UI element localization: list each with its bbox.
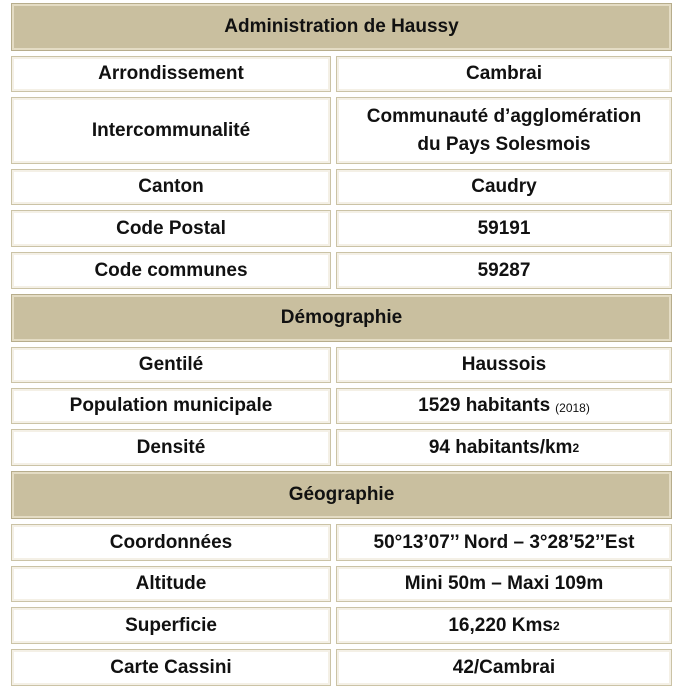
row-label: Coordonnées (11, 524, 331, 561)
row-label: Code Postal (11, 210, 331, 247)
table-row (11, 607, 672, 644)
row-value: Haussois (336, 347, 672, 383)
section-title: Démographie (280, 307, 403, 328)
row-value: 59287 (336, 252, 672, 289)
value-line: Communauté d’agglomération (366, 105, 642, 127)
row-value (336, 388, 672, 424)
table-row (11, 210, 672, 247)
row-value: Cambrai (336, 56, 672, 92)
row-label: Carte Cassini (11, 649, 331, 686)
table-row (11, 97, 672, 164)
row-label: Population municipale (11, 388, 331, 424)
table-row (11, 429, 672, 466)
row-value: 16,220 Kms 2 (336, 607, 672, 644)
row-value: 59191 (336, 210, 672, 247)
value-line: du Pays Solesmois (417, 133, 591, 155)
row-label: Superficie (11, 607, 331, 644)
table-row (11, 649, 672, 686)
row-label: Altitude (11, 566, 331, 602)
info-table (11, 3, 672, 686)
row-label: Intercommunalité (11, 97, 331, 164)
row-label: Code communes (11, 252, 331, 289)
row-label: Canton (11, 169, 331, 205)
row-value: Mini 50m – Maxi 109m (336, 566, 672, 602)
table-row (11, 524, 672, 561)
row-label: Densité (11, 429, 331, 466)
row-value (336, 97, 672, 164)
area-value: 16,220 Kms (448, 614, 553, 636)
row-label: Arrondissement (11, 56, 331, 92)
density-value: 94 habitants/km (428, 436, 573, 458)
section-header-demographie (11, 294, 672, 342)
section-header-administration (11, 3, 672, 51)
table-row (11, 169, 672, 205)
section-title: Administration de Haussy (224, 16, 459, 37)
row-value: 42/Cambrai (336, 649, 672, 686)
population-year: (2018) (555, 401, 590, 415)
table-row (11, 56, 672, 92)
row-value: 50°13’07’’ Nord – 3°28’52’’Est (336, 524, 672, 561)
row-value: Caudry (336, 169, 672, 205)
table-row (11, 388, 672, 424)
table-row (11, 252, 672, 289)
section-header-geographie (11, 471, 672, 519)
row-value: 94 habitants/km 2 (336, 429, 672, 466)
section-title: Géographie (288, 484, 395, 505)
table-row (11, 566, 672, 602)
table-row (11, 347, 672, 383)
population-value: 1529 habitants (418, 395, 551, 416)
row-label: Gentilé (11, 347, 331, 383)
